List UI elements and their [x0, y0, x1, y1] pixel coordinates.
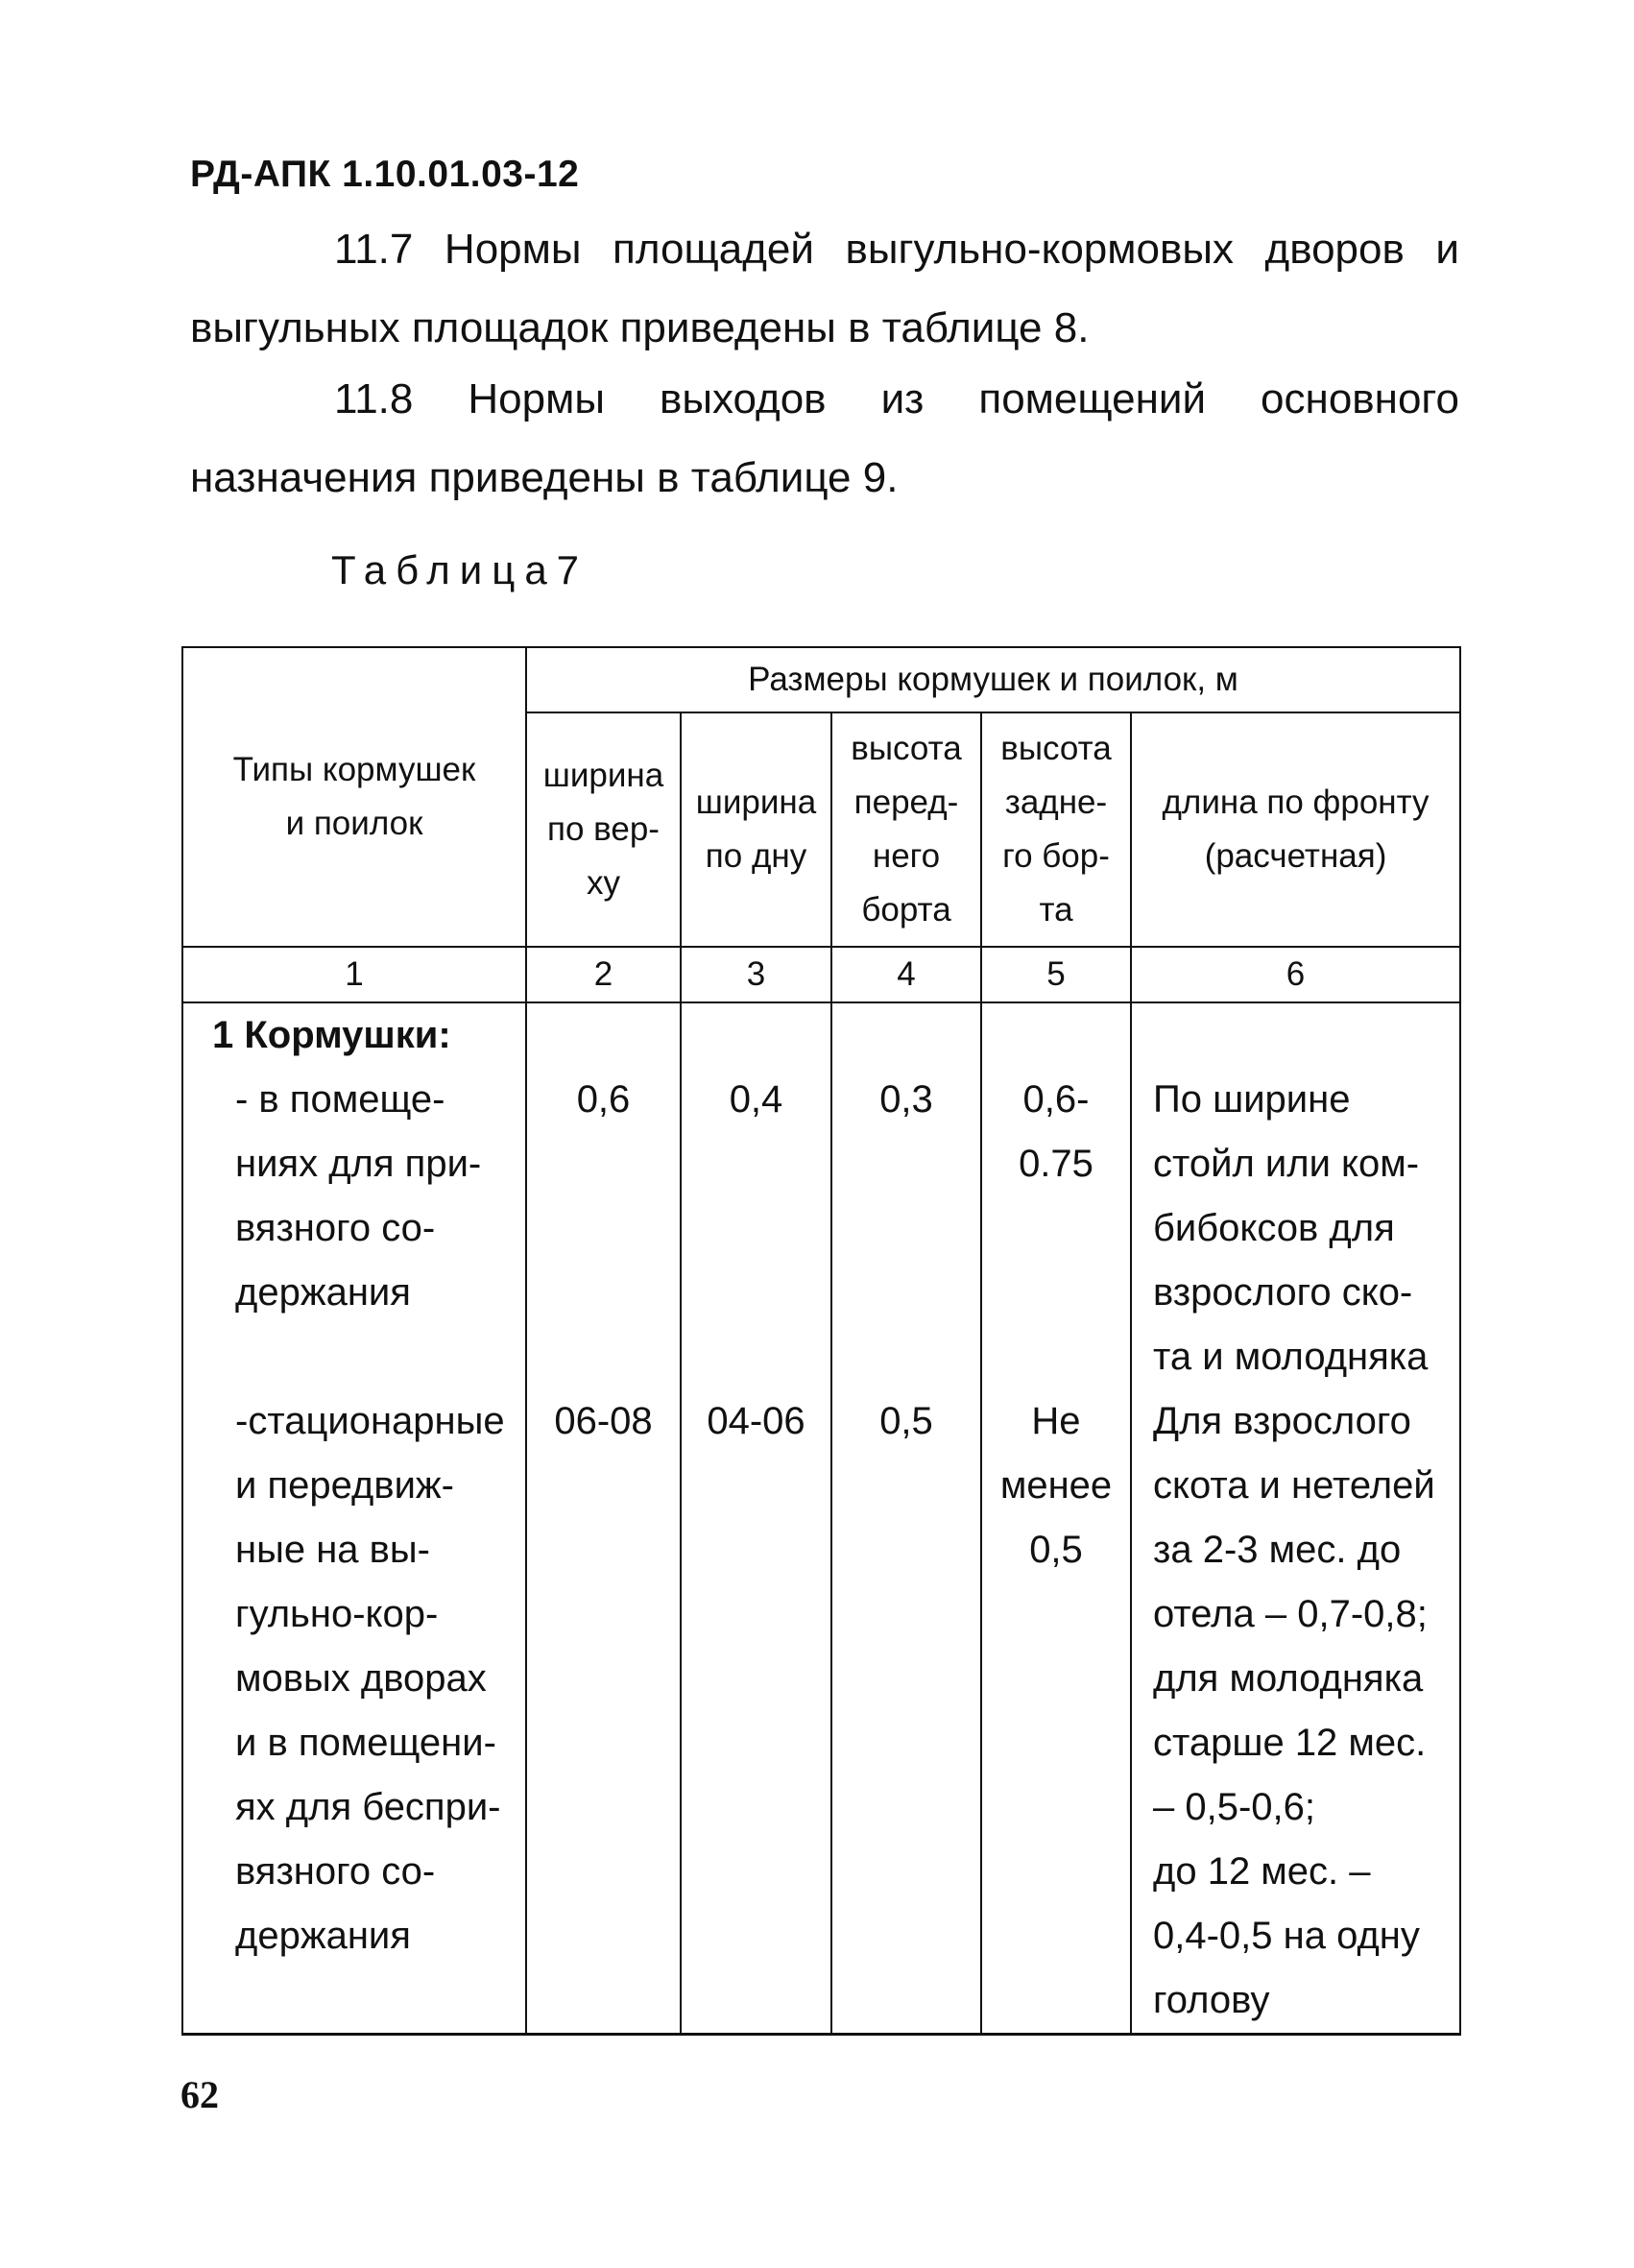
rear-height-cell — [981, 1002, 1131, 2035]
page-number: 62 — [180, 2073, 219, 2116]
header-front-height: высота перед- него борта — [831, 712, 981, 947]
row-label-loose-housing: -стационарные и передвиж- ные на вы- гульно-кор- мовых дворах и в помещени- ях для беспри- вязного со- держания — [235, 1400, 505, 1957]
row-value: По ширине стойл или ком- бибоксов для взрослого ско- та и молодняка — [1153, 1078, 1429, 1378]
row-value: 0,6 — [576, 1078, 631, 1121]
header-dimensions-group: Размеры кормушек и поилок, м — [526, 647, 1460, 712]
width-top-cell — [526, 1002, 681, 2035]
column-number: 3 — [681, 947, 831, 1002]
column-number: 6 — [1131, 947, 1460, 1002]
header-width-top: ширина по вер- ху — [526, 712, 681, 947]
feeders-dimensions-table — [181, 646, 1461, 2036]
table-header-row-1 — [182, 647, 1460, 712]
row-value: 06-08 — [554, 1400, 653, 1442]
table-body-row — [182, 1002, 1460, 2035]
column-number: 1 — [182, 947, 526, 1002]
row-value: Не менее 0,5 — [999, 1400, 1113, 1571]
row-value: 0,4 — [729, 1078, 783, 1121]
row-value: 0,5 — [879, 1400, 933, 1442]
front-height-cell — [831, 1002, 981, 2035]
feeder-types-cell — [182, 1002, 526, 2035]
header-feeder-types: Типы кормушек и поилок — [182, 647, 526, 947]
paragraph-11-8: 11.8 Нормы выходов из помещений основного назначения приведены в таблице 9. — [190, 375, 1459, 501]
column-number-row — [182, 947, 1460, 1002]
column-number: 4 — [831, 947, 981, 1002]
row-value: Для взрослого скота и нетелей за 2-3 мес. до отела – 0,7-0,8; для молодняка старше 12 мес. – 0,5-0,6; до 12 мес. – 0,4-0,5 на одну голову — [1153, 1400, 1435, 2021]
front-length-cell — [1131, 1002, 1460, 2035]
width-bottom-cell — [681, 1002, 831, 2035]
row-value: 04-06 — [707, 1400, 805, 1442]
column-number: 5 — [981, 947, 1131, 1002]
row-value: 0,3 — [879, 1078, 933, 1121]
document-code: РД-АПК 1.10.01.03-12 — [190, 154, 580, 195]
table-caption: Таблица7 — [331, 547, 589, 592]
header-rear-height: высота задне- го бор- та — [981, 712, 1131, 947]
column-number: 2 — [526, 947, 681, 1002]
row-value: 0,6- 0.75 — [1019, 1078, 1093, 1185]
row-label-tethered: - в помеще- ниях для при- вязного со- держания — [235, 1078, 482, 1314]
group-title: 1 Кормушки: — [212, 1014, 451, 1056]
header-width-bottom: ширина по дну — [681, 712, 831, 947]
paragraph-11-7: 11.7 Нормы площадей выгульно-кормовых дворов и выгульных площадок приведены в таблице 8. — [190, 226, 1459, 351]
header-front-length: длина по фронту (расчетная) — [1131, 712, 1460, 947]
